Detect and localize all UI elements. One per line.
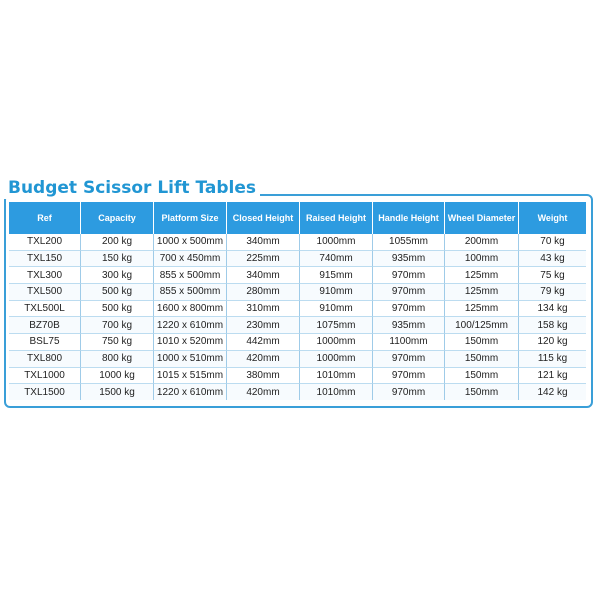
header-row	[9, 202, 586, 234]
cell-wheel-diameter: 150mm	[445, 368, 519, 385]
cell-ref: BSL75	[9, 334, 81, 351]
cell-handle-height: 970mm	[373, 368, 445, 385]
cell-ref: BZ70B	[9, 317, 81, 334]
column-header-weight: Weight	[519, 202, 586, 234]
cell-platform-size: 1220 x 610mm	[154, 317, 227, 334]
cell-closed-height: 442mm	[227, 334, 300, 351]
cell-raised-height: 910mm	[300, 284, 373, 301]
cell-ref: TXL500L	[9, 301, 81, 318]
cell-platform-size: 1000 x 500mm	[154, 234, 227, 251]
cell-weight: 79 kg	[519, 284, 586, 301]
cell-capacity: 150 kg	[81, 251, 154, 268]
cell-weight: 115 kg	[519, 351, 586, 368]
cell-wheel-diameter: 200mm	[445, 234, 519, 251]
table-row	[9, 384, 586, 400]
cell-raised-height: 1075mm	[300, 317, 373, 334]
cell-handle-height: 970mm	[373, 284, 445, 301]
cell-ref: TXL1500	[9, 384, 81, 400]
cell-weight: 75 kg	[519, 267, 586, 284]
cell-ref: TXL1000	[9, 368, 81, 385]
cell-platform-size: 1220 x 610mm	[154, 384, 227, 400]
cell-raised-height: 1010mm	[300, 384, 373, 400]
cell-handle-height: 970mm	[373, 351, 445, 368]
cell-wheel-diameter: 150mm	[445, 384, 519, 400]
cell-capacity: 1500 kg	[81, 384, 154, 400]
cell-closed-height: 420mm	[227, 351, 300, 368]
column-header-capacity: Capacity	[81, 202, 154, 234]
table-row	[9, 334, 586, 351]
cell-handle-height: 1055mm	[373, 234, 445, 251]
cell-wheel-diameter: 125mm	[445, 284, 519, 301]
cell-closed-height: 310mm	[227, 301, 300, 318]
cell-platform-size: 855 x 500mm	[154, 267, 227, 284]
cell-capacity: 500 kg	[81, 301, 154, 318]
table-body	[9, 234, 586, 400]
cell-platform-size: 1000 x 510mm	[154, 351, 227, 368]
cell-raised-height: 915mm	[300, 267, 373, 284]
column-header-platform-size: Platform Size	[154, 202, 227, 234]
cell-platform-size: 1600 x 800mm	[154, 301, 227, 318]
column-header-raised-height: Raised Height	[300, 202, 373, 234]
cell-handle-height: 935mm	[373, 317, 445, 334]
table-row	[9, 301, 586, 318]
cell-weight: 134 kg	[519, 301, 586, 318]
cell-capacity: 1000 kg	[81, 368, 154, 385]
table-row	[9, 351, 586, 368]
table-row	[9, 251, 586, 268]
cell-wheel-diameter: 100mm	[445, 251, 519, 268]
cell-raised-height: 1000mm	[300, 234, 373, 251]
cell-ref: TXL500	[9, 284, 81, 301]
cell-handle-height: 970mm	[373, 267, 445, 284]
cell-wheel-diameter: 100/125mm	[445, 317, 519, 334]
cell-wheel-diameter: 125mm	[445, 267, 519, 284]
cell-wheel-diameter: 150mm	[445, 351, 519, 368]
cell-wheel-diameter: 125mm	[445, 301, 519, 318]
column-header-closed-height: Closed Height	[227, 202, 300, 234]
cell-raised-height: 740mm	[300, 251, 373, 268]
cell-weight: 43 kg	[519, 251, 586, 268]
cell-raised-height: 910mm	[300, 301, 373, 318]
spec-table	[9, 202, 586, 400]
cell-platform-size: 855 x 500mm	[154, 284, 227, 301]
cell-platform-size: 1015 x 515mm	[154, 368, 227, 385]
cell-closed-height: 340mm	[227, 234, 300, 251]
cell-weight: 70 kg	[519, 234, 586, 251]
cell-weight: 120 kg	[519, 334, 586, 351]
cell-capacity: 300 kg	[81, 267, 154, 284]
table-row	[9, 368, 586, 385]
panel-title: Budget Scissor Lift Tables	[4, 177, 260, 199]
cell-handle-height: 970mm	[373, 384, 445, 400]
cell-capacity: 700 kg	[81, 317, 154, 334]
cell-weight: 158 kg	[519, 317, 586, 334]
cell-raised-height: 1000mm	[300, 351, 373, 368]
cell-platform-size: 1010 x 520mm	[154, 334, 227, 351]
table-row	[9, 234, 586, 251]
cell-weight: 142 kg	[519, 384, 586, 400]
cell-closed-height: 280mm	[227, 284, 300, 301]
cell-capacity: 200 kg	[81, 234, 154, 251]
cell-wheel-diameter: 150mm	[445, 334, 519, 351]
table-row	[9, 284, 586, 301]
cell-ref: TXL200	[9, 234, 81, 251]
cell-raised-height: 1000mm	[300, 334, 373, 351]
cell-handle-height: 935mm	[373, 251, 445, 268]
cell-ref: TXL800	[9, 351, 81, 368]
column-header-wheel-diameter: Wheel Diameter	[445, 202, 519, 234]
cell-platform-size: 700 x 450mm	[154, 251, 227, 268]
cell-raised-height: 1010mm	[300, 368, 373, 385]
cell-capacity: 500 kg	[81, 284, 154, 301]
table-header	[9, 202, 586, 234]
cell-capacity: 750 kg	[81, 334, 154, 351]
table-row	[9, 267, 586, 284]
cell-closed-height: 225mm	[227, 251, 300, 268]
cell-capacity: 800 kg	[81, 351, 154, 368]
column-header-handle-height: Handle Height	[373, 202, 445, 234]
cell-closed-height: 230mm	[227, 317, 300, 334]
cell-handle-height: 970mm	[373, 301, 445, 318]
cell-ref: TXL150	[9, 251, 81, 268]
cell-closed-height: 340mm	[227, 267, 300, 284]
table-row	[9, 317, 586, 334]
column-header-ref: Ref	[9, 202, 81, 234]
cell-weight: 121 kg	[519, 368, 586, 385]
cell-closed-height: 420mm	[227, 384, 300, 400]
cell-ref: TXL300	[9, 267, 81, 284]
cell-handle-height: 1100mm	[373, 334, 445, 351]
cell-closed-height: 380mm	[227, 368, 300, 385]
